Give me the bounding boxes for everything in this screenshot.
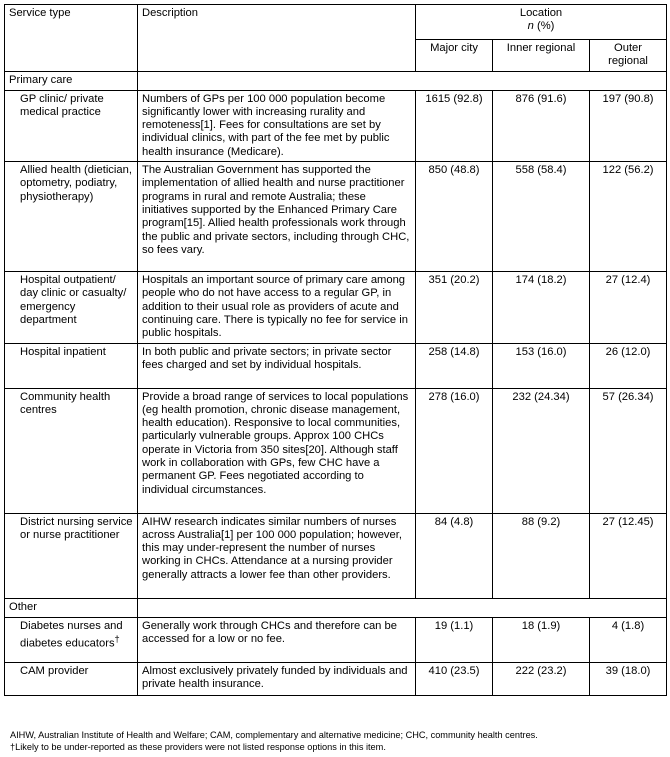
description-cell: Almost exclusively privately funded by individuals and private health insurance. [138, 662, 416, 695]
header-description: Description [138, 5, 416, 72]
services-table [4, 4, 667, 696]
description-cell: AIHW research indicates similar numbers of nurses across Australia[1] per 100 000 population; however, this may under-represent the number of nurses working in CHCs. Attendance at a nursing provider generally attracts a lower fee than other providers. [138, 513, 416, 598]
major-city-cell: 84 (4.8) [416, 513, 493, 598]
section-row-other [5, 598, 667, 617]
header-row-top [5, 5, 667, 40]
major-city-cell: 351 (20.2) [416, 272, 493, 343]
header-location [416, 5, 667, 40]
table-row [5, 617, 667, 662]
major-city-cell: 850 (48.8) [416, 162, 493, 272]
table-footnotes [10, 729, 666, 753]
service-cell [5, 617, 138, 662]
table-row [5, 662, 667, 695]
inner-regional-cell: 558 (58.4) [493, 162, 590, 272]
table-row [5, 272, 667, 343]
description-cell: Numbers of GPs per 100 000 population become significantly lower with increasing rurality and remoteness[1]. Fees for consultations are set by individual clinics, with part of the fee met by public health insurance (Medicare). [138, 90, 416, 161]
major-city-cell: 1615 (92.8) [416, 90, 493, 161]
header-outer-regional: Outer regional [590, 40, 667, 72]
outer-regional-cell: 27 (12.45) [590, 513, 667, 598]
outer-regional-cell: 57 (26.34) [590, 388, 667, 513]
outer-regional-cell: 39 (18.0) [590, 662, 667, 695]
outer-regional-cell: 27 (12.4) [590, 272, 667, 343]
service-cell: Community health centres [5, 388, 138, 513]
service-cell: GP clinic/ private medical practice [5, 90, 138, 161]
table-row [5, 388, 667, 513]
description-cell: Generally work through CHCs and therefore can be accessed for a low or no fee. [138, 617, 416, 662]
header-n-letter: n [527, 20, 534, 33]
major-city-cell: 278 (16.0) [416, 388, 493, 513]
service-cell: Hospital outpatient/ day clinic or casualty/ emergency department [5, 272, 138, 343]
inner-regional-cell: 88 (9.2) [493, 513, 590, 598]
description-cell: Provide a broad range of services to local populations (eg health promotion, chronic disease management, health education). Responsive to local communities, particularly vulnerable groups. Approx 100 CHCs operate in Victoria from 350 sites[20]. Although staff work in collaboration with GPs, few CHC have a permanent GP. Fees negotiated according to individual circumstances. [138, 388, 416, 513]
header-inner-regional: Inner regional [493, 40, 590, 72]
major-city-cell: 410 (23.5) [416, 662, 493, 695]
header-n-pct [420, 20, 662, 33]
major-city-cell: 258 (14.8) [416, 343, 493, 388]
header-major-city: Major city [416, 40, 493, 72]
service-cell: CAM provider [5, 662, 138, 695]
table-row [5, 513, 667, 598]
service-cell: Hospital inpatient [5, 343, 138, 388]
section-row-primary-care [5, 71, 667, 90]
service-cell: District nursing service or nurse practitioner [5, 513, 138, 598]
outer-regional-cell: 26 (12.0) [590, 343, 667, 388]
section-title: Other [5, 598, 138, 617]
section-spacer [138, 598, 667, 617]
description-cell: The Australian Government has supported the implementation of allied health and nurse practitioner programs in rural and remote Australia; these initiatives supported by the Enhanced Primary Care program[15]. Allied health professionals work through the public and private sectors, including through CHC, so fees vary. [138, 162, 416, 272]
outer-regional-cell: 197 (90.8) [590, 90, 667, 161]
inner-regional-cell: 232 (24.34) [493, 388, 590, 513]
major-city-cell: 19 (1.1) [416, 617, 493, 662]
section-title: Primary care [5, 71, 138, 90]
table-row [5, 90, 667, 161]
outer-regional-cell: 122 (56.2) [590, 162, 667, 272]
footnote-dagger: †Likely to be under-reported as these providers were not listed response options in this item. [10, 742, 386, 752]
inner-regional-cell: 876 (91.6) [493, 90, 590, 161]
description-cell: In both public and private sectors; in private sector fees charged and set by individual hospitals. [138, 343, 416, 388]
table-row [5, 343, 667, 388]
outer-regional-cell: 4 (1.8) [590, 617, 667, 662]
header-service-type: Service type [5, 5, 138, 72]
section-spacer [138, 71, 667, 90]
inner-regional-cell: 153 (16.0) [493, 343, 590, 388]
service-label: Diabetes nurses and diabetes educators [20, 619, 123, 650]
footnote-abbreviations: AIHW, Australian Institute of Health and Welfare; CAM, complementary and alternative medicine; CHC, community health centres. [10, 730, 538, 740]
inner-regional-cell: 222 (23.2) [493, 662, 590, 695]
header-pct: (%) [536, 20, 555, 33]
service-cell: Allied health (dietician, optometry, podiatry, physiotherapy) [5, 162, 138, 272]
header-location-label: Location [519, 7, 563, 19]
dagger-mark: † [114, 633, 120, 644]
inner-regional-cell: 174 (18.2) [493, 272, 590, 343]
inner-regional-cell: 18 (1.9) [493, 617, 590, 662]
description-cell: Hospitals an important source of primary care among people who do not have access to a regular GP, in addition to their usual role as providers of acute and continuing care. There is typically no fee for service in public hospitals. [138, 272, 416, 343]
table-row [5, 162, 667, 272]
